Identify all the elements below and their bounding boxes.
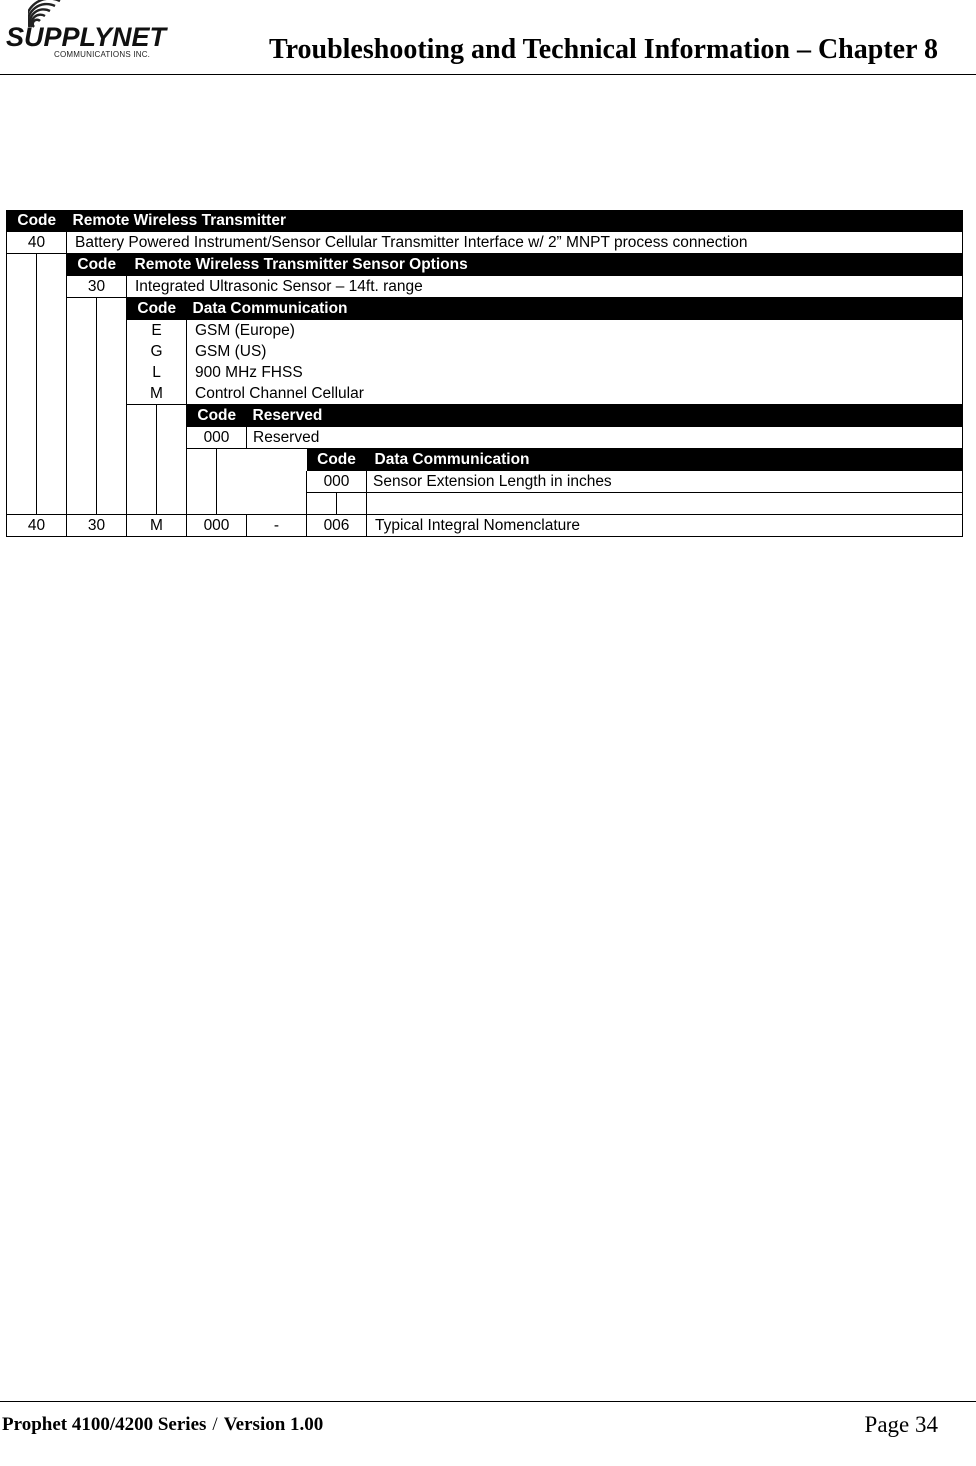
reserved-row [7, 427, 963, 449]
communication-code: E [127, 320, 187, 341]
typical-row [7, 515, 963, 537]
communication-code: L [127, 362, 187, 383]
extension-blank-row [7, 493, 963, 515]
communication-row [7, 341, 963, 362]
reserved-header-row [7, 405, 963, 428]
extension-code-header: Code [307, 449, 367, 472]
communication-row [7, 362, 963, 383]
page-title: Troubleshooting and Technical Information – Chapter 8 [268, 34, 938, 65]
communication-code: G [127, 341, 187, 362]
footer-series: Prophet 4100/4200 Series [2, 1414, 207, 1435]
extension-code: 000 [307, 471, 367, 493]
communication-description: GSM (Europe) [187, 320, 963, 341]
communication-header-row [7, 298, 963, 321]
transmitter-description: Battery Powered Instrument/Sensor Cellular Transmitter Interface w/ 2” MNPT process connection [67, 232, 963, 254]
logo-wordmark: SUPPLYNET [6, 22, 167, 52]
footer-version: Version 1.00 [223, 1414, 324, 1435]
typical-value: 000 [187, 515, 247, 537]
extension-description: Sensor Extension Length in inches [367, 471, 963, 493]
footer-separator: / [212, 1414, 218, 1435]
typical-value: 006 [307, 515, 367, 537]
page-header [0, 0, 976, 75]
reserved-title: Reserved [247, 405, 963, 428]
typical-description: Typical Integral Nomenclature [367, 515, 963, 537]
footer-series-version [2, 1414, 323, 1436]
sensor-description: Integrated Ultrasonic Sensor – 14ft. range [127, 276, 963, 298]
reserved-code: 000 [187, 427, 247, 449]
transmitter-code-header: Code [7, 210, 67, 232]
page-number: Page 34 [864, 1412, 938, 1437]
communication-description: 900 MHz FHSS [187, 362, 963, 383]
typical-value: 40 [7, 515, 67, 537]
communication-code: M [127, 383, 187, 405]
communication-title: Data Communication [187, 298, 963, 321]
company-logo [2, 0, 167, 70]
typical-value: 30 [67, 515, 127, 537]
typical-value: M [127, 515, 187, 537]
page-footer [0, 1401, 976, 1466]
sensor-code-header: Code [67, 254, 127, 277]
sensor-code: 30 [67, 276, 127, 298]
sensor-row [7, 276, 963, 298]
nomenclature-table [6, 210, 963, 537]
reserved-description: Reserved [247, 427, 963, 449]
transmitter-header-row [7, 210, 963, 232]
logo-subtext: COMMUNICATIONS INC. [54, 50, 151, 59]
sensor-header-row [7, 254, 963, 277]
communication-description: Control Channel Cellular [187, 383, 963, 405]
extension-row [7, 471, 963, 493]
communication-description: GSM (US) [187, 341, 963, 362]
transmitter-row [7, 232, 963, 254]
typical-value: - [247, 515, 307, 537]
transmitter-code: 40 [7, 232, 67, 254]
transmitter-title: Remote Wireless Transmitter [67, 210, 963, 232]
communication-code-header: Code [127, 298, 187, 321]
reserved-code-header: Code [187, 405, 247, 428]
extension-header-row [7, 449, 963, 472]
sensor-title: Remote Wireless Transmitter Sensor Options [127, 254, 963, 277]
communication-row [7, 383, 963, 405]
communication-row [7, 320, 963, 341]
extension-title: Data Communication [367, 449, 963, 472]
